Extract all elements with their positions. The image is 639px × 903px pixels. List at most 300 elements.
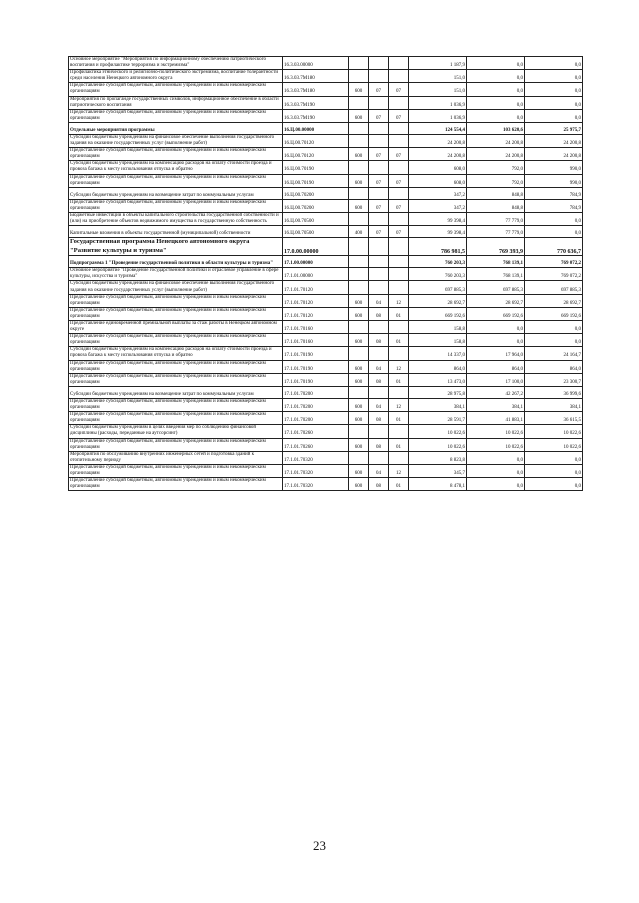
row-code-cell: 17.1.01.70260 [283,438,349,451]
row-vr-cell [349,268,369,281]
row-amount-2-cell: 10 022,6 [467,425,525,438]
row-vr-cell: 600 [349,307,369,320]
row-name-cell: Предоставление субсидий бюджетным, автономным учреждениям и иным некоммерческим организациям [69,83,283,96]
row-pr-cell: 01 [389,373,409,386]
row-name-cell: Отдельные мероприятия программы [69,122,283,134]
row-pr-cell: 01 [389,334,409,347]
row-rz-cell [369,386,389,398]
table-row [69,238,583,256]
row-code-cell: 17.1.01.70120 [283,281,349,294]
row-amount-1-cell: 669 192,6 [409,307,467,320]
row-rz-cell: 08 [369,412,389,425]
row-amount-3-cell: 0,0 [525,321,583,334]
row-code-cell: 16.Ц.00.70500 [283,226,349,238]
row-vr-cell [349,187,369,199]
row-rz-cell [369,321,389,334]
row-pr-cell: 12 [389,398,409,411]
row-pr-cell: 07 [389,174,409,187]
row-name-cell: Профилактика этнического и религиозно-политического экстремизма, воспитание толерантности среди населения Ненецкого автономного округа [69,70,283,83]
row-pr-cell: 12 [389,464,409,477]
row-code-cell: 16.3.03.7М180 [283,83,349,96]
row-amount-2-cell: 0,0 [467,451,525,464]
row-vr-cell [349,451,369,464]
row-amount-3-cell: 770 636,7 [525,238,583,256]
row-pr-cell [389,96,409,109]
row-name-cell: Бюджетные инвестиции в объекты капитального строительства государственной собственности и (или) на приобретение объектов недвижимого имущества в государственную собственность [69,212,283,225]
row-amount-3-cell: 0,0 [525,212,583,225]
row-amount-1-cell: 158,8 [409,321,467,334]
row-vr-cell [349,321,369,334]
row-code-cell: 17.1.00.00000 [283,256,349,268]
row-amount-1-cell: 99 398,4 [409,212,467,225]
row-amount-3-cell: 990,0 [525,161,583,174]
row-amount-2-cell: 0,0 [467,96,525,109]
table-row [69,307,583,320]
row-amount-2-cell: 669 192,6 [467,307,525,320]
row-amount-3-cell: 0,0 [525,70,583,83]
row-name-cell: Субсидии бюджетным учреждениям на финансовое обеспечение выполнения государственного задания на оказание государственных услуг (выполнение работ) [69,134,283,147]
row-amount-1-cell: 8 823,8 [409,451,467,464]
row-amount-1-cell: 347,2 [409,199,467,212]
row-code-cell: 17.1.01.70160 [283,334,349,347]
row-name-cell: Предоставление субсидий бюджетным, автономным учреждениям и иным некоммерческим организациям [69,360,283,373]
row-amount-1-cell: 760 203,3 [409,268,467,281]
row-rz-cell [369,161,389,174]
row-code-cell: 16.3.03.7М190 [283,96,349,109]
row-name-cell: Предоставление субсидий бюджетным, автономным учреждениям и иным некоммерческим организациям [69,334,283,347]
row-rz-cell [369,256,389,268]
row-name-cell: Предоставление субсидий бюджетным, автономным учреждениям и иным некоммерческим организациям [69,294,283,307]
row-pr-cell [389,386,409,398]
row-name-cell: Субсидии бюджетным учреждениям в целях введения мер по соблюдению финансовой дисциплины (расходы, переданные на аутсорсинг) [69,425,283,438]
row-amount-1-cell: 158,8 [409,334,467,347]
row-name-cell: Государственная программа Ненецкого автономного округа "Развитие культуры и туризма" [69,238,283,256]
row-amount-1-cell: 151,0 [409,83,467,96]
row-amount-3-cell: 0,0 [525,83,583,96]
row-pr-cell: 01 [389,307,409,320]
row-amount-3-cell: 0,0 [525,478,583,491]
row-pr-cell [389,134,409,147]
row-amount-3-cell: 864,0 [525,360,583,373]
row-vr-cell: 600 [349,199,369,212]
row-amount-3-cell: 0,0 [525,109,583,122]
row-vr-cell: 600 [349,438,369,451]
row-name-cell: Предоставление субсидий бюджетным, автономным учреждениям и иным некоммерческим организациям [69,398,283,411]
row-pr-cell: 07 [389,226,409,238]
row-rz-cell [369,425,389,438]
table-row [69,199,583,212]
row-code-cell: 17.1.01.70320 [283,478,349,491]
row-rz-cell [369,134,389,147]
row-rz-cell [369,57,389,70]
row-code-cell: 16.3.03.7М180 [283,70,349,83]
row-rz-cell [369,212,389,225]
row-rz-cell [369,238,389,256]
row-code-cell: 16.3.03.7М190 [283,109,349,122]
row-amount-1-cell: 151,0 [409,70,467,83]
row-name-cell: Предоставление субсидий бюджетным, автономным учреждениям и иным некоммерческим организациям [69,412,283,425]
row-name-cell: Основное мероприятие "Мероприятия по информационному обеспечению патриотического воспитания и профилактике терроризма и экстремизма" [69,57,283,70]
row-pr-cell [389,161,409,174]
row-vr-cell: 600 [349,109,369,122]
row-amount-3-cell: 24 200,8 [525,148,583,161]
row-pr-cell [389,187,409,199]
table-row [69,268,583,281]
row-vr-cell: 600 [349,174,369,187]
row-rz-cell: 08 [369,373,389,386]
row-rz-cell: 07 [369,226,389,238]
row-rz-cell [369,347,389,360]
row-vr-cell [349,281,369,294]
row-code-cell: 16.3.03.00000 [283,57,349,70]
row-code-cell: 17.1.01.70160 [283,321,349,334]
row-amount-2-cell: 17 100,0 [467,373,525,386]
row-vr-cell: 600 [349,294,369,307]
table-row [69,122,583,134]
table-row [69,451,583,464]
row-amount-3-cell: 24 200,8 [525,134,583,147]
row-code-cell: 17.1.01.70120 [283,294,349,307]
row-vr-cell: 600 [349,148,369,161]
table-row [69,70,583,83]
row-name-cell: Субсидии бюджетным учреждениям на финансовое обеспечение выполнения государственного задания на оказание государственных услуг (выполнение работ) [69,281,283,294]
row-code-cell: 17.1.01.70190 [283,347,349,360]
row-pr-cell: 07 [389,83,409,96]
row-amount-2-cell: 24 200,8 [467,148,525,161]
row-name-cell: Подпрограмма 1 "Проведение государственной политики в области культуры и туризма" [69,256,283,268]
row-vr-cell [349,386,369,398]
table-row [69,109,583,122]
row-amount-2-cell: 17 964,0 [467,347,525,360]
row-amount-2-cell: 864,0 [467,360,525,373]
row-amount-1-cell: 608,0 [409,161,467,174]
row-pr-cell [389,281,409,294]
row-rz-cell: 07 [369,109,389,122]
row-vr-cell: 600 [349,334,369,347]
row-rz-cell: 08 [369,438,389,451]
row-name-cell: Субсидии бюджетным учреждениям на компенсацию расходов на оплату стоимости проезда и провоза багажа к месту использования отпуска и обратно [69,161,283,174]
row-name-cell: Субсидии бюджетным учреждениям на возмещение затрат по коммунальным услугам [69,187,283,199]
row-amount-2-cell: 0,0 [467,83,525,96]
row-name-cell: Предоставление субсидий бюджетным, автономным учреждениям и иным некоммерческим организациям [69,373,283,386]
table-row [69,347,583,360]
row-pr-cell [389,57,409,70]
table-row [69,187,583,199]
row-amount-2-cell: 10 022,6 [467,438,525,451]
row-name-cell: Предоставление единовременной премиальной выплаты за стаж работы в Ненецком автономном округе [69,321,283,334]
table-row [69,226,583,238]
row-amount-1-cell: 384,1 [409,398,467,411]
row-amount-2-cell: 768 139,1 [467,268,525,281]
table-row [69,438,583,451]
row-amount-3-cell: 784,9 [525,199,583,212]
row-vr-cell: 600 [349,373,369,386]
row-code-cell: 16.Ц.00.70190 [283,174,349,187]
row-amount-2-cell: 0,0 [467,70,525,83]
row-name-cell: Предоставление субсидий бюджетным, автономным учреждениям и иным некоммерческим организациям [69,199,283,212]
row-amount-3-cell: 25 975,7 [525,122,583,134]
row-vr-cell: 400 [349,226,369,238]
row-pr-cell [389,122,409,134]
row-amount-1-cell: 14 337,0 [409,347,467,360]
row-amount-3-cell: 769 072,2 [525,256,583,268]
row-code-cell: 17.1.01.70120 [283,307,349,320]
row-rz-cell: 07 [369,83,389,96]
row-rz-cell: 04 [369,398,389,411]
table-row [69,321,583,334]
row-rz-cell: 07 [369,174,389,187]
row-amount-2-cell: 848,8 [467,187,525,199]
row-pr-cell [389,268,409,281]
row-vr-cell [349,425,369,438]
row-code-cell: 17.1.01.70260 [283,425,349,438]
table-row [69,57,583,70]
row-amount-2-cell: 384,1 [467,398,525,411]
row-vr-cell [349,161,369,174]
row-name-cell: Мероприятия по пропаганде государственных символов, информационное обеспечение в области патриотического воспитания [69,96,283,109]
table-row [69,464,583,477]
table-row [69,412,583,425]
row-amount-2-cell: 0,0 [467,57,525,70]
row-amount-3-cell: 784,9 [525,187,583,199]
row-code-cell: 17.1.01.70190 [283,360,349,373]
table-row [69,148,583,161]
row-rz-cell [369,122,389,134]
row-amount-1-cell: 760 203,3 [409,256,467,268]
row-rz-cell: 07 [369,148,389,161]
row-amount-2-cell: 77 779,0 [467,212,525,225]
row-name-cell: Капитальные вложения в объекты государственной (муниципальной) собственности [69,226,283,238]
row-name-cell: Предоставление субсидий бюджетным, автономным учреждениям и иным некоммерческим организациям [69,438,283,451]
row-amount-2-cell: 792,0 [467,161,525,174]
row-code-cell: 17.0.00.00000 [283,238,349,256]
row-amount-3-cell: 36 999,6 [525,386,583,398]
row-vr-cell [349,122,369,134]
row-amount-3-cell: 769 072,2 [525,268,583,281]
row-amount-2-cell: 768 139,1 [467,256,525,268]
row-amount-1-cell: 608,0 [409,174,467,187]
row-vr-cell [349,70,369,83]
row-name-cell: Предоставление субсидий бюджетным, автономным учреждениям и иным некоммерческим организациям [69,307,283,320]
row-amount-2-cell: 792,0 [467,174,525,187]
table-row [69,83,583,96]
row-amount-3-cell: 10 022,6 [525,425,583,438]
row-name-cell: Предоставление субсидий бюджетным, автономным учреждениям и иным некоммерческим организациям [69,478,283,491]
row-code-cell: 17.1.01.70200 [283,412,349,425]
row-amount-1-cell: 124 554,4 [409,122,467,134]
row-pr-cell: 07 [389,148,409,161]
table-row [69,96,583,109]
row-vr-cell [349,134,369,147]
row-pr-cell: 01 [389,478,409,491]
row-amount-1-cell: 10 022,6 [409,425,467,438]
row-name-cell: Предоставление субсидий бюджетным, автономным учреждениям и иным некоммерческим организациям [69,148,283,161]
budget-table [68,56,583,491]
row-rz-cell [369,96,389,109]
row-amount-2-cell: 848,8 [467,199,525,212]
row-vr-cell: 600 [349,83,369,96]
table-row [69,212,583,225]
row-rz-cell: 07 [369,199,389,212]
row-name-cell: Субсидии бюджетным учреждениям на компенсацию расходов на оплату стоимости проезда и провоза багажа к месту использования отпуска и обратно [69,347,283,360]
row-code-cell: 17.1.01.70200 [283,386,349,398]
row-code-cell: 16.Ц.00.70120 [283,148,349,161]
row-rz-cell: 04 [369,464,389,477]
row-amount-1-cell: 345,7 [409,464,467,477]
table-row [69,294,583,307]
row-pr-cell [389,70,409,83]
row-amount-2-cell: 697 885,3 [467,281,525,294]
row-amount-3-cell: 0,0 [525,334,583,347]
row-amount-3-cell: 0,0 [525,451,583,464]
row-amount-1-cell: 1 036,9 [409,109,467,122]
row-vr-cell [349,96,369,109]
row-amount-3-cell: 0,0 [525,57,583,70]
row-pr-cell [389,347,409,360]
row-pr-cell: 07 [389,199,409,212]
row-amount-3-cell: 28 692,7 [525,294,583,307]
row-code-cell: 16.Ц.00.70120 [283,134,349,147]
row-code-cell: 16.Ц.00.70200 [283,187,349,199]
row-code-cell: 16.Ц.00.70190 [283,161,349,174]
table-row [69,478,583,491]
row-amount-1-cell: 347,2 [409,187,467,199]
row-vr-cell: 600 [349,464,369,477]
row-code-cell: 17.1.01.70320 [283,464,349,477]
row-amount-1-cell: 697 885,3 [409,281,467,294]
row-amount-1-cell: 28 591,7 [409,412,467,425]
table-row [69,334,583,347]
row-rz-cell [369,70,389,83]
row-amount-3-cell: 0,0 [525,464,583,477]
row-amount-2-cell: 769 393,9 [467,238,525,256]
row-amount-1-cell: 864,0 [409,360,467,373]
row-amount-2-cell: 41 883,1 [467,412,525,425]
row-amount-2-cell: 24 200,8 [467,134,525,147]
row-amount-1-cell: 10 022,6 [409,438,467,451]
row-amount-1-cell: 8 478,1 [409,478,467,491]
row-name-cell: Предоставление субсидий бюджетным, автономным учреждениям и иным некоммерческим организациям [69,174,283,187]
row-vr-cell [349,347,369,360]
page-number: 23 [313,838,326,853]
row-pr-cell [389,212,409,225]
row-amount-2-cell: 77 779,0 [467,226,525,238]
row-pr-cell [389,321,409,334]
row-code-cell: 16.Ц.00.00000 [283,122,349,134]
row-amount-3-cell: 23 300,7 [525,373,583,386]
row-pr-cell: 12 [389,294,409,307]
row-rz-cell: 08 [369,307,389,320]
row-rz-cell [369,281,389,294]
row-vr-cell [349,238,369,256]
row-pr-cell: 01 [389,412,409,425]
row-amount-3-cell: 0,0 [525,226,583,238]
row-vr-cell [349,212,369,225]
row-amount-3-cell: 384,1 [525,398,583,411]
row-vr-cell: 600 [349,398,369,411]
row-amount-3-cell: 669 192,6 [525,307,583,320]
row-code-cell: 17.1.01.70320 [283,451,349,464]
row-name-cell: Субсидии бюджетным учреждениям на возмещение затрат по коммунальным услугам [69,386,283,398]
row-amount-1-cell: 13 473,0 [409,373,467,386]
row-amount-1-cell: 1 187,9 [409,57,467,70]
table-row [69,256,583,268]
table-row [69,425,583,438]
row-rz-cell [369,268,389,281]
row-code-cell: 16.Ц.00.70500 [283,212,349,225]
row-code-cell: 17.1.01.70200 [283,398,349,411]
row-name-cell: Предоставление субсидий бюджетным, автономным учреждениям и иным некоммерческим организациям [69,464,283,477]
row-amount-3-cell: 990,0 [525,174,583,187]
row-vr-cell: 600 [349,360,369,373]
table-row [69,174,583,187]
row-name-cell: Мероприятия по обслуживанию внутренних инженерных сетей и подготовка зданий к отопительному периоду [69,451,283,464]
row-amount-3-cell: 697 885,3 [525,281,583,294]
row-pr-cell: 01 [389,438,409,451]
row-vr-cell: 600 [349,412,369,425]
row-amount-1-cell: 24 200,8 [409,134,467,147]
row-amount-1-cell: 99 398,4 [409,226,467,238]
row-amount-2-cell: 42 267,2 [467,386,525,398]
row-rz-cell [369,451,389,464]
row-amount-2-cell: 0,0 [467,109,525,122]
table-row [69,134,583,147]
row-code-cell: 17.1.01.70190 [283,373,349,386]
table-row [69,398,583,411]
row-amount-1-cell: 24 200,8 [409,148,467,161]
row-pr-cell [389,451,409,464]
row-amount-2-cell: 103 620,6 [467,122,525,134]
budget-table-body [69,57,583,491]
row-amount-2-cell: 28 692,7 [467,294,525,307]
row-amount-2-cell: 0,0 [467,464,525,477]
row-amount-3-cell: 0,0 [525,96,583,109]
row-pr-cell [389,425,409,438]
table-row [69,373,583,386]
row-amount-1-cell: 28 975,8 [409,386,467,398]
row-amount-2-cell: 0,0 [467,321,525,334]
row-name-cell: Предоставление субсидий бюджетным, автономным учреждениям и иным некоммерческим организациям [69,109,283,122]
row-pr-cell [389,238,409,256]
row-code-cell: 16.Ц.00.70200 [283,199,349,212]
row-vr-cell [349,57,369,70]
row-amount-2-cell: 0,0 [467,478,525,491]
row-vr-cell: 600 [349,478,369,491]
row-code-cell: 17.1.01.00000 [283,268,349,281]
table-row [69,281,583,294]
row-amount-3-cell: 24 164,7 [525,347,583,360]
row-rz-cell [369,187,389,199]
row-amount-3-cell: 36 615,5 [525,412,583,425]
row-name-cell: Основное мероприятие "Проведение государственной политики и отраслевое управление в сфере культуры, искусства и туризма" [69,268,283,281]
row-pr-cell [389,256,409,268]
row-pr-cell: 07 [389,109,409,122]
row-rz-cell: 04 [369,294,389,307]
row-amount-2-cell: 0,0 [467,334,525,347]
table-row [69,161,583,174]
table-row [69,386,583,398]
row-rz-cell: 04 [369,360,389,373]
row-amount-1-cell: 1 036,9 [409,96,467,109]
row-rz-cell: 08 [369,478,389,491]
row-rz-cell: 08 [369,334,389,347]
table-row [69,360,583,373]
row-vr-cell [349,256,369,268]
row-pr-cell: 12 [389,360,409,373]
row-amount-1-cell: 28 692,7 [409,294,467,307]
row-amount-3-cell: 10 022,6 [525,438,583,451]
row-amount-1-cell: 786 981,5 [409,238,467,256]
